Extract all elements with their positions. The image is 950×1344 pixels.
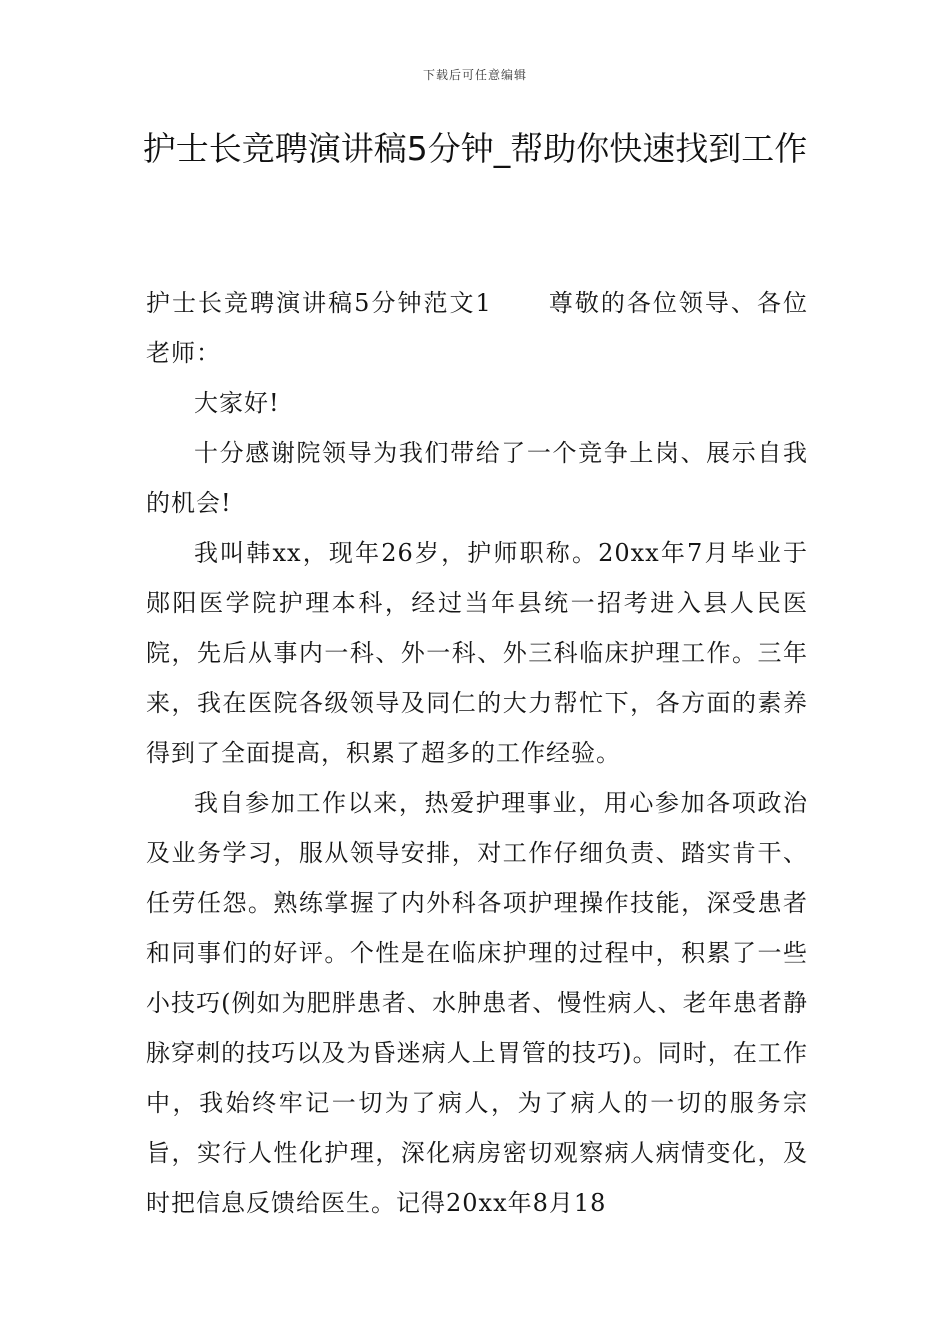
paragraph-thanks: 十分感谢院领导为我们带给了一个竞争上岗、展示自我的机会! <box>146 439 808 517</box>
paragraph-introduction: 我叫韩xx，现年26岁，护师职称。20xx年7月毕业于郧阳医学院护理本科，经过当年县统一招考进入县人民医院，先后从事内一科、外一科、外三科临床护理工作。三年来，我在医院各级领导及同仁的大力帮忙下，各方面的素养得到了全面提高，积累了超多的工作经验。 <box>146 539 808 767</box>
paragraph-greeting: 大家好! <box>194 389 280 417</box>
document-body <box>146 278 808 1228</box>
salutation: 尊敬的各位领导、各位老师： <box>146 289 808 367</box>
intro-paragraph <box>146 278 808 378</box>
document-title: 护士长竞聘演讲稿5分钟_帮助你快速找到工作 <box>142 129 808 168</box>
paragraph-experience: 我自参加工作以来，热爱护理事业，用心参加各项政治及业务学习，服从领导安排，对工作仔细负责、踏实肯干、任劳任怨。熟练掌握了内外科各项护理操作技能，深受患者和同事们的好评。个性是在临床护理的过程中，积累了一些小技巧(例如为肥胖患者、水肿患者、慢性病人、老年患者静脉穿刺的技巧以及为昏迷病人上胃管的技巧)。同时，在工作中，我始终牢记一切为了病人，为了病人的一切的服务宗旨，实行人性化护理，深化病房密切观察病人病情变化，及时把信息反馈给医生。记得20xx年8月18 <box>146 789 808 1217</box>
intro-label: 护士长竞聘演讲稿5分钟范文1 <box>146 289 492 317</box>
header-note: 下载后可任意编辑 <box>422 68 527 82</box>
